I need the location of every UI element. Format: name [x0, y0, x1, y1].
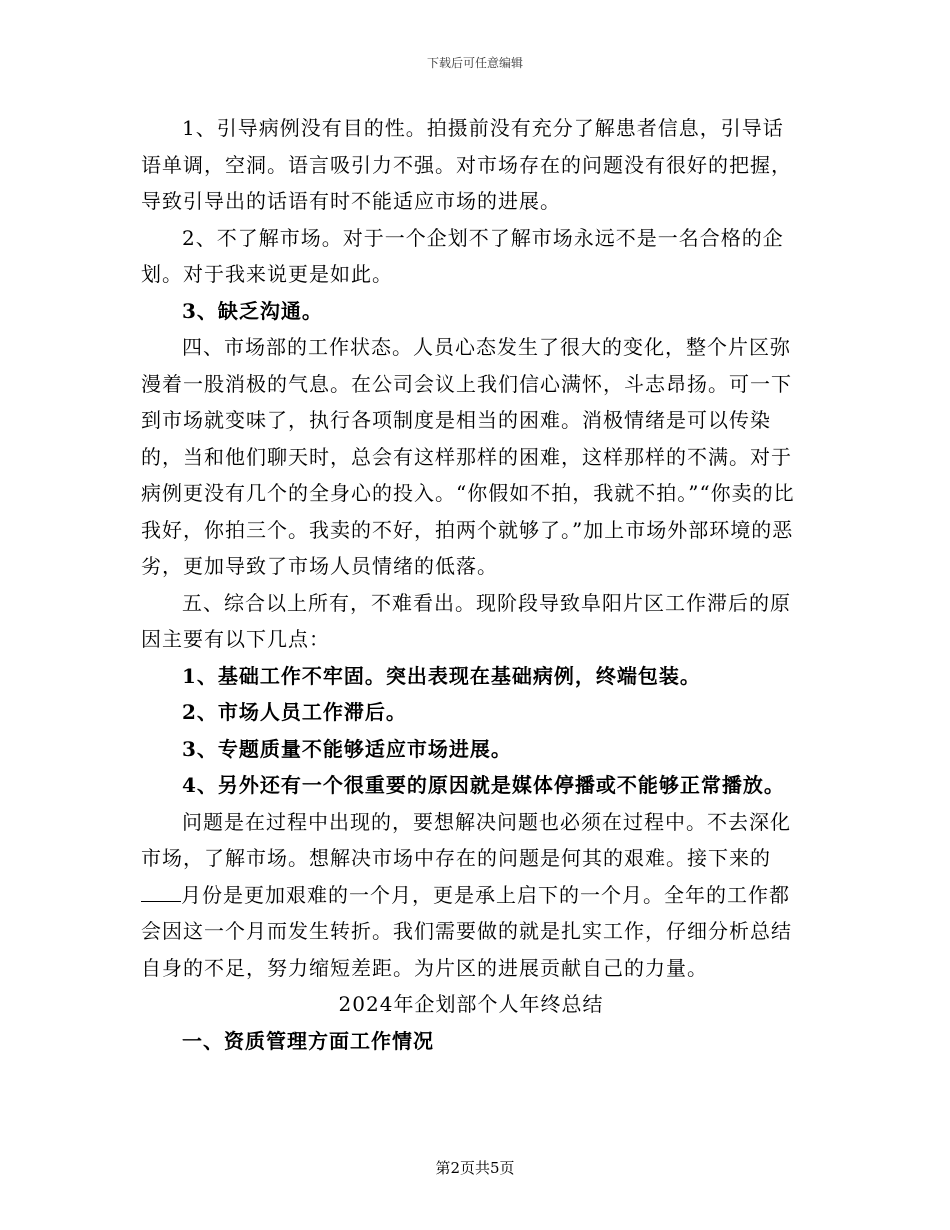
paragraph-4: 四、市场部的工作状态。人员心态发生了很大的变化，整个片区弥漫着一股消极的气息。在公司会议上我们信心满怀，斗志昂扬。可一下到市场就变味了，执行各项制度是相当的困难。消极情绪是可以传染的，当和他们聊天时，总会有这样那样的困难，这样那样的不满。对于病例更没有几个的全身心的投入。“你假如不拍，我就不拍。”“你卖的比我好，你拍三个。我卖的不好，拍两个就够了。”加上市场外部环境的恶劣，更加导致了市场人员情绪的低落。 — [141, 335, 795, 578]
paragraph-6 — [141, 804, 801, 987]
section-heading-1: 一、资质管理方面工作情况 — [182, 1028, 434, 1053]
paragraph-3: 3、缺乏沟通。 — [182, 298, 323, 323]
fill-in-blank — [141, 901, 181, 902]
bold-point-4: 4、另外还有一个很重要的原因就是媒体停播或不能够正常播放。 — [182, 773, 785, 797]
paragraph-1: 1、引导病例没有目的性。拍摄前没有充分了解患者信息，引导话语单调，空洞。语言吸引力不强。对市场存在的问题没有很好的把握，导致引导出的话语有时不能适应市场的进展。 — [141, 116, 792, 213]
document-body — [141, 110, 801, 1059]
bold-point-2: 2、市场人员工作滞后。 — [182, 700, 407, 724]
section-title: 2024年企划部个人年终总结 — [338, 992, 604, 1016]
paragraph-6-part-b: 月份是更加艰难的一个月，更是承上启下的一个月。全年的工作都会因这一个月而发生转折。我们需要做的就是扎实工作，仔细分析总结自身的不足，努力缩短差距。为片区的进展贡献自己的力量。 — [141, 882, 792, 980]
bold-point-3: 3、专题质量不能够适应市场进展。 — [182, 736, 512, 761]
header-note: 下载后可任意编辑 — [426, 56, 523, 70]
paragraph-2: 2、不了解市场。对于一个企划不了解市场永远不是一名合格的企划。对于我来说更是如此。 — [141, 225, 784, 286]
bold-point-1: 1、基础工作不牢固。突出表现在基础病例，终端包装。 — [182, 663, 701, 688]
page-number: 第2页共5页 — [435, 1159, 515, 1177]
paragraph-6-part-a: 问题是在过程中出现的，要想解决问题也必须在过程中。不去深化市场，了解市场。想解决市场中存在的问题是何其的艰难。接下来的 — [141, 809, 791, 870]
paragraph-5: 五、综合以上所有，不难看出。现阶段导致阜阳片区工作滞后的原因主要有以下几点： — [141, 590, 791, 651]
